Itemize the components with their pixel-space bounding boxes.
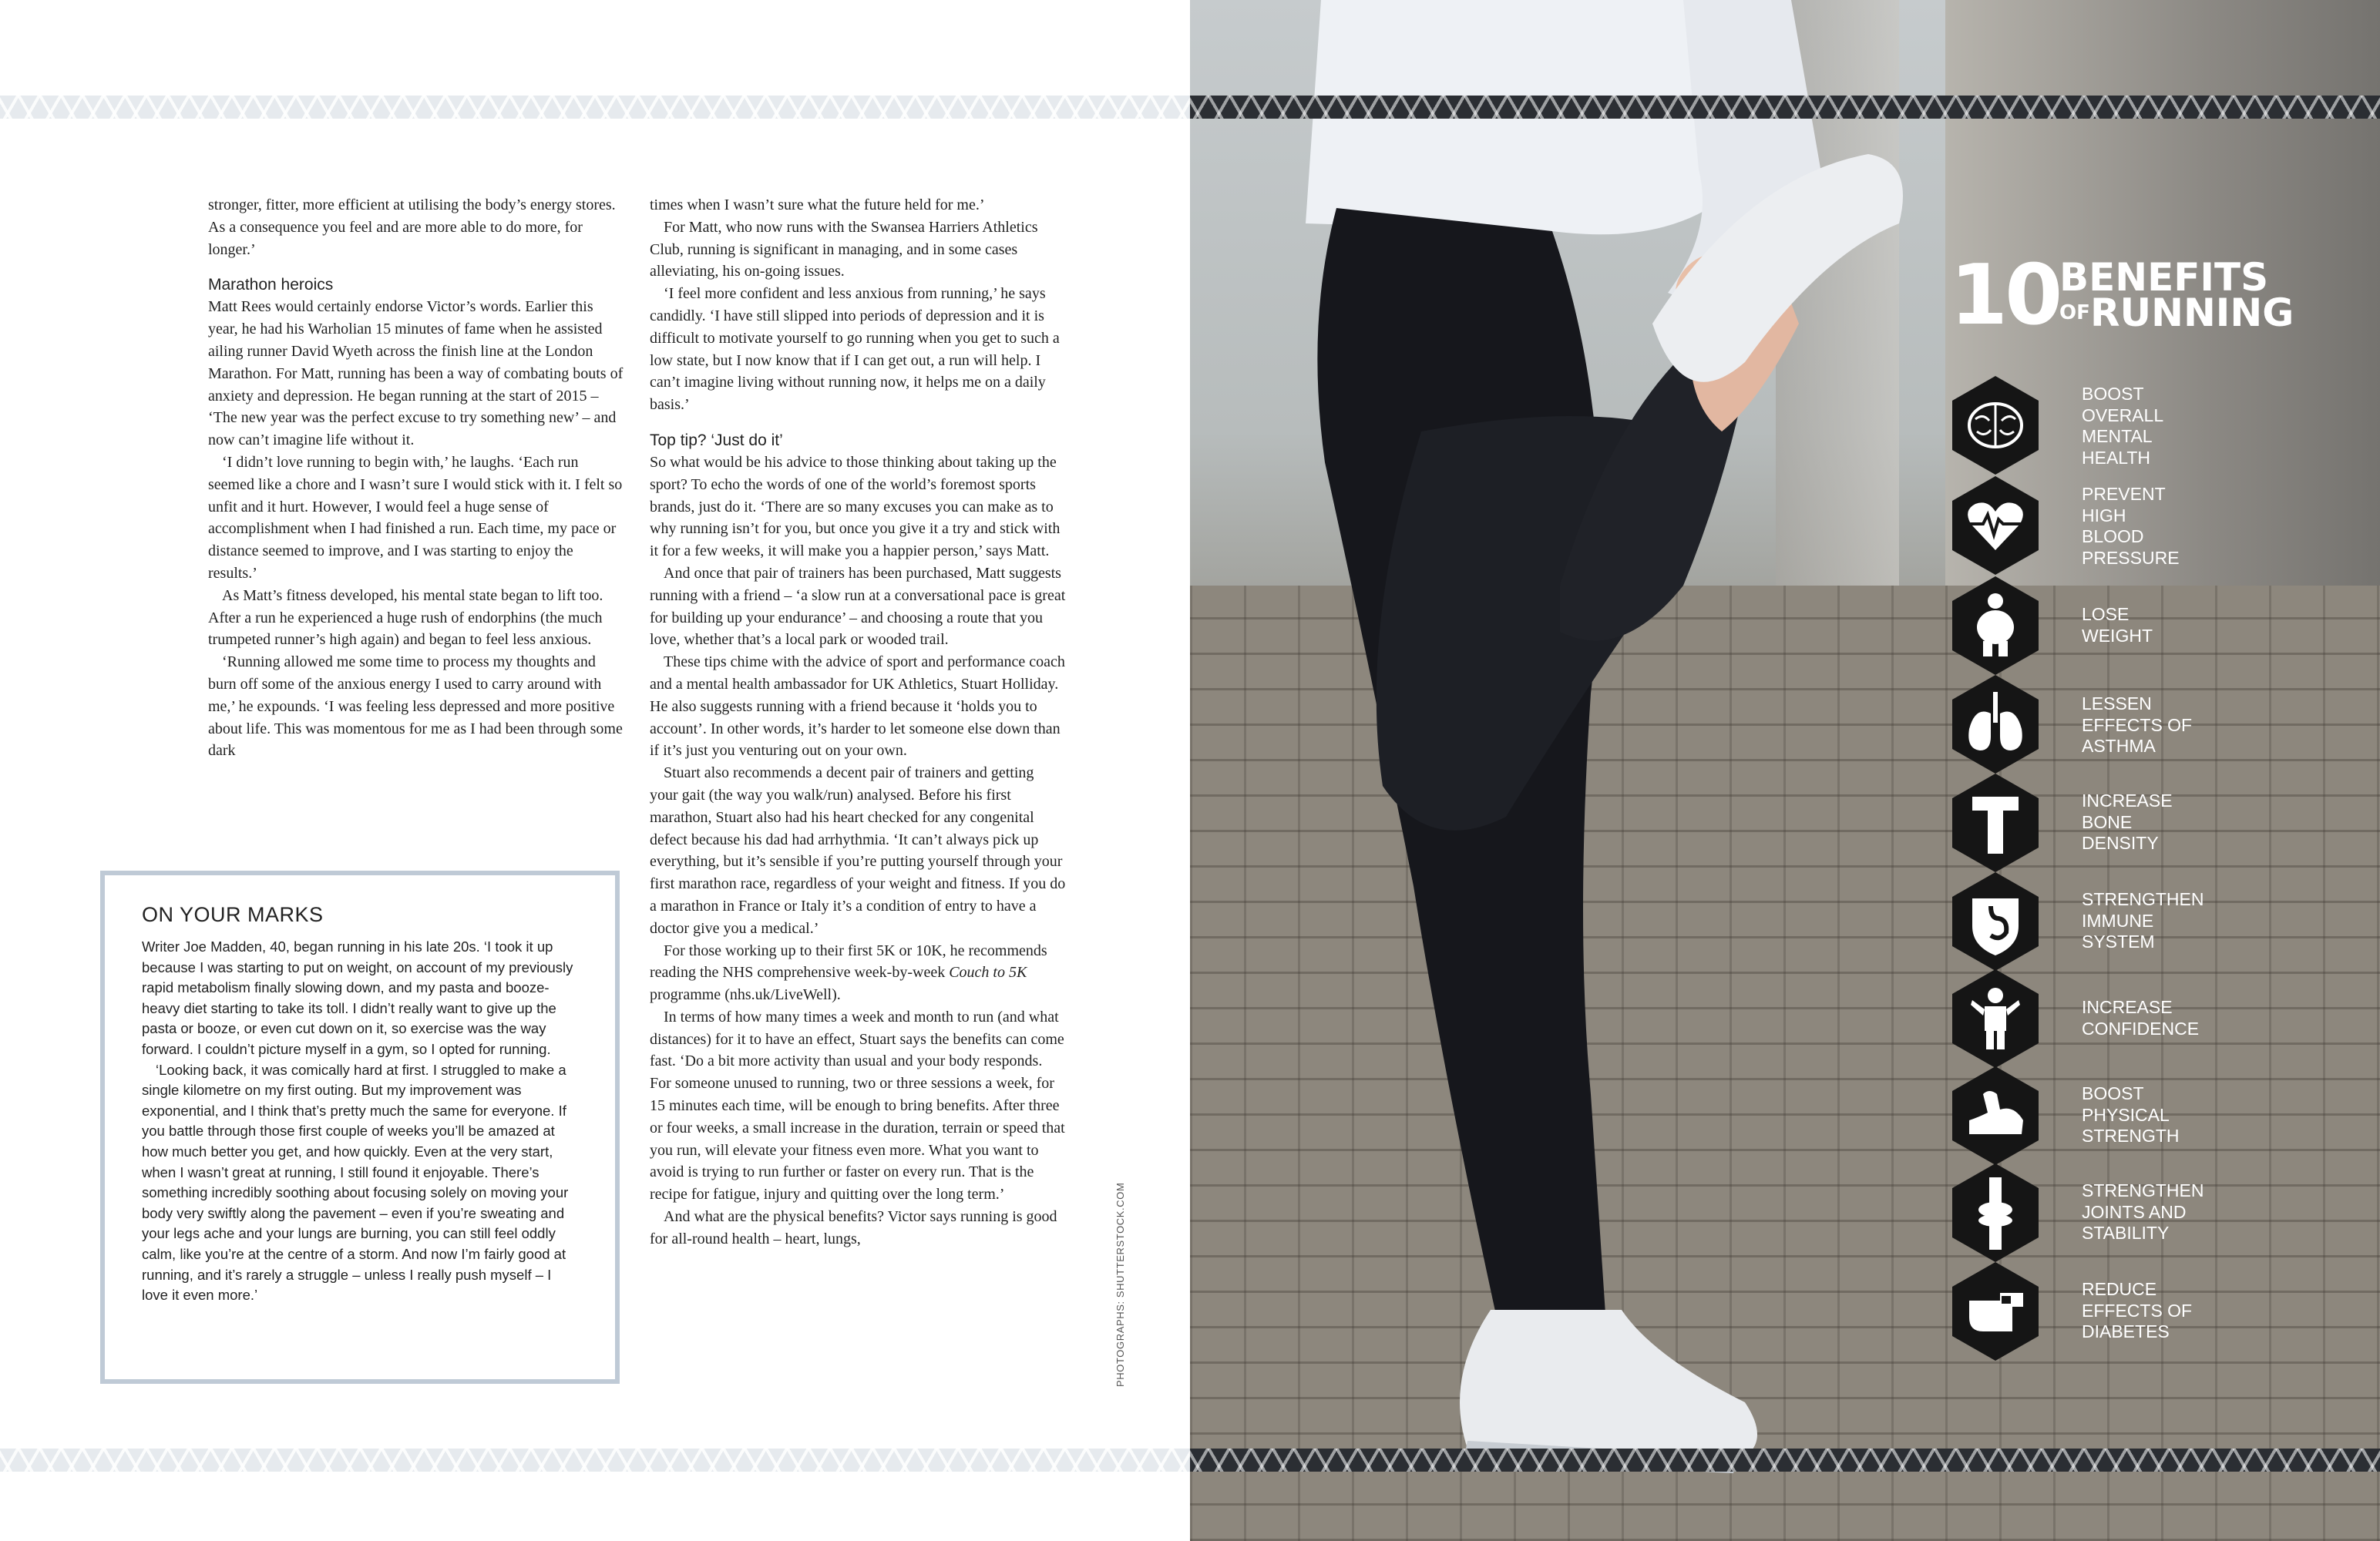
paragraph: These tips chime with the advice of sport and performance coach and a mental health ambassador for UK Athletics, Stuart Holliday. He also suggests running with a friend because it ‘holds you to account’. In other words, it’s harder to let someone else down than if it’s just you venturing out on your own.	[650, 653, 1065, 760]
benefit-label-line: OVERALL	[2082, 405, 2164, 425]
benefit-physical-strength	[1952, 1066, 2380, 1165]
benefit-immune-system	[1952, 872, 2380, 971]
paragraph: For Matt, who now runs with the Swansea Harriers Athletics Club, running is significant in managing, and in some cases alleviating, his on-going issues.	[650, 218, 1038, 280]
benefit-label	[2082, 384, 2236, 468]
benefit-bone-density	[1952, 774, 2380, 872]
lungs-icon	[1952, 675, 2039, 774]
benefit-label-line: STRENGTHEN	[2082, 1180, 2204, 1200]
benefit-label-line: LESSEN	[2082, 693, 2152, 713]
benefit-label-line: BLOOD	[2082, 526, 2144, 546]
benefit-label	[2082, 484, 2236, 569]
article-column-2	[650, 194, 1066, 1251]
benefit-label	[2082, 693, 2236, 757]
benefit-asthma	[1952, 675, 2380, 774]
benefit-label-line: IMMUNE	[2082, 910, 2154, 931]
paragraph: ‘I didn’t love running to begin with,’ he laughs. ‘Each run seemed like a chore and I wasn’t sure I would stick with it. I felt so unfit and it hurt. However, I would feel a huge sense of accomplishment when I had finished a run. Each time, my pace or distance seemed to improve, and I was starting to enjoy the results.’	[208, 453, 623, 582]
heading-top-tip: Top tip? ‘Just do it’	[650, 431, 783, 449]
benefit-label-line: PRESSURE	[2082, 547, 2180, 568]
benefit-diabetes	[1952, 1262, 2380, 1361]
article-column-1	[208, 194, 624, 762]
paragraph: So what would be his advice to those thinking about taking up the sport? To echo the words of one of the world’s foremost sports brands, just do it. ‘There are so many excuses you can make as to why running isn’t for you, but once you give it a try and stick with it for a few weeks, it will make you a happier person,’ says Matt.	[650, 453, 1061, 560]
heart-pulse-icon	[1952, 476, 2039, 575]
benefit-label-line: STABILITY	[2082, 1223, 2170, 1243]
benefit-label	[2082, 997, 2236, 1039]
top-stripe-right	[1190, 96, 2380, 119]
paragraph-couch-to-5k	[650, 940, 1066, 1006]
benefit-label-line: STRENGTHEN	[2082, 889, 2204, 909]
paragraph: And what are the physical benefits? Victor says running is good for all-round health – heart, lungs,	[650, 1208, 1057, 1247]
title-of: OF	[2059, 301, 2090, 324]
brain-icon	[1952, 376, 2039, 475]
column-1-intro: stronger, fitter, more efficient at utilising the body’s energy stores. As a consequence you feel and are more able to do more, for longer.’	[208, 196, 616, 258]
benefit-label-line: DIABETES	[2082, 1321, 2170, 1341]
box-paragraph: Writer Joe Madden, 40, began running in his late 20s. ‘I took it up because I was starting to put on weight, on account of my previously rapid metabolism finally slowing down, and my pasta and booze-heavy diet starting to take its toll. I didn’t really want to give up the pasta or booze, or even cut down on it, so exercise was the way forward. I couldn’t picture myself in a gym, so I opted for running.	[142, 938, 573, 1057]
paragraph: ‘Running allowed me some time to process my thoughts and burn off some of the anxious energy I used to carry around with me,’ he expounds. ‘I was feeling less depressed and more positive about life. This was momentous for me as I had been through some dark	[208, 653, 623, 760]
benefit-label-line: LOSE	[2082, 604, 2130, 624]
benefit-label	[2082, 889, 2236, 953]
box-paragraph: ‘Looking back, it was comically hard at first. I struggled to make a single kilometre on my first outing. But my improvement was exponential, and I think that’s pretty much the same for everyone. If you battle through those first couple of weeks you’ll be amazed at how much better you get, and how quickly. Even at the very start, when I wasn’t great at running, I still found it enjoyable. There’s something incredibly soothing about focusing solely on moving your body very swiftly along the pavement – even if you’re sweating and your legs ache and your lungs are burning, you can still feel oddly calm, like you’re at the centre of a storm. And now I’m fairly good at running, and it’s rarely a struggle – unless I really push myself – I love it even more.’	[142, 1061, 569, 1304]
bottom-stripe-left	[0, 1449, 1190, 1472]
benefit-label-line: BOOST	[2082, 1083, 2144, 1103]
runner-standing-shoe	[1460, 1310, 1757, 1464]
couch-text-before: For those working up to their first 5K or 10K, he recommends reading the NHS comprehensive week-by-week	[650, 942, 1047, 982]
benefit-label-line: INCREASE	[2082, 791, 2173, 811]
benefit-label-line: HIGH	[2082, 505, 2126, 525]
benefit-label-line: EFFECTS OF	[2082, 714, 2193, 735]
couch-to-5k-title: Couch to 5K	[949, 964, 1027, 982]
benefit-label-line: INCREASE	[2082, 997, 2173, 1017]
benefit-label-line: CONFIDENCE	[2082, 1018, 2200, 1039]
bone-icon	[1952, 774, 2039, 872]
paragraph: Matt Rees would certainly endorse Victor’s words. Earlier this year, he had his Warholian 15 minutes of fame when he assisted ailing runner David Wyeth across the finish line at the London Marathon. For Matt, running has been a way of combating bouts of anxiety and depression. He began running at the start of 2015 – ‘The new year was the perfect excuse to try something new’ – and now can’t imagine life without it.	[208, 298, 624, 449]
paragraph: In terms of how many times a week and month to run (and what distances) for it to have an effect, Stuart says the benefits can come fast. ‘Do a bit more activity than usual and your body responds. For someone unused to running, two or three sessions a week, for 15 minutes each time, will be enough to bring benefits. After three or four weeks, a small increase in the duration, terrain or speed that you run, will elevate your fitness even more. What you want to avoid is trying to run further or faster on every run. That is the recipe for fatigue, injury and quitting over the long term.’	[650, 1008, 1065, 1204]
benefit-label	[2082, 604, 2236, 646]
heading-marathon-heroics: Marathon heroics	[208, 276, 334, 294]
glucose-hand-icon	[1952, 1262, 2039, 1361]
paragraph: As Matt’s fitness developed, his mental state began to lift too. After a run he experienced a huge rush of endorphins (the much trumpeted runner’s high again) and began to feel less anxious.	[208, 586, 603, 649]
benefit-label-line: WEIGHT	[2082, 625, 2153, 646]
column-2-intro: times when I wasn’t sure what the future held for me.’	[650, 196, 985, 213]
benefit-label-line: MENTAL	[2082, 426, 2153, 446]
benefit-label-line: EFFECTS OF	[2082, 1300, 2193, 1321]
benefit-blood-pressure	[1952, 476, 2380, 575]
benefit-label-line: REDUCE	[2082, 1279, 2157, 1299]
stomach-shield-icon	[1952, 872, 2039, 971]
confident-person-icon	[1952, 969, 2039, 1068]
benefit-label-line: HEALTH	[2082, 447, 2151, 468]
knee-joint-icon	[1952, 1163, 2039, 1262]
benefit-confidence	[1952, 969, 2380, 1068]
benefit-label-line: JOINTS AND	[2082, 1201, 2187, 1222]
benefit-label-line: DENSITY	[2082, 833, 2159, 853]
on-your-marks-box	[100, 871, 620, 1384]
benefit-label-line: ASTHMA	[2082, 736, 2156, 756]
paragraph: ‘I feel more confident and less anxious from running,’ he says candidly. ‘I have still slipped into periods of depression and it is difficult to motivate yourself to go running when you get to such a low state, but I now know that if I can get out, a run will help. I can’t imagine living without running now, it helps me on a daily basis.’	[650, 285, 1060, 414]
bottom-stripe-right	[1190, 1449, 2380, 1472]
body-weight-icon	[1952, 576, 2039, 675]
benefit-label	[2082, 1180, 2236, 1244]
benefit-label	[2082, 791, 2236, 854]
flexed-arm-icon	[1952, 1066, 2039, 1165]
benefit-label-line: STRENGTH	[2082, 1126, 2180, 1146]
couch-text-after: programme (nhs.uk/LiveWell).	[650, 986, 841, 1004]
paragraph: Stuart also recommends a decent pair of trainers and getting your gait (the way you walk/run) analysed. Before his first marathon, Stuart also had his heart checked for any congenital defect because his dad had arrhythmia. ‘It can’t always pick up everything, but it’s sensible if you’re putting yourself through your first marathon race, regardless of your weight and fitness. If you do a marathon in France or Italy it’s a condition of entry to have a doctor give you a medical.’	[650, 764, 1066, 937]
paragraph: And once that pair of trainers has been purchased, Matt suggests running with a friend – ‘a slow run at a conversational pace is great for building up your endurance’ – and choosing a route that you love, whether that’s a local park or wooded trail.	[650, 564, 1066, 649]
benefit-mental-health	[1952, 376, 2380, 475]
box-body	[142, 937, 573, 1306]
benefit-label-line: PHYSICAL	[2082, 1104, 2170, 1125]
title-running: RUNNING	[2090, 290, 2294, 335]
benefit-lose-weight	[1952, 576, 2380, 675]
benefit-label-line: SYSTEM	[2082, 932, 2155, 952]
benefit-label-line: PREVENT	[2082, 484, 2166, 504]
benefit-label-line: BOOST	[2082, 384, 2144, 404]
benefit-label-line: BONE	[2082, 811, 2133, 832]
box-title: ON YOUR MARKS	[142, 903, 324, 926]
top-stripe-left	[0, 96, 1190, 119]
benefit-label	[2082, 1279, 2236, 1343]
title-number: 10	[1950, 247, 2060, 344]
photo-credit: PHOTOGRAPHS: SHUTTERSTOCK.COM	[1114, 1182, 1126, 1387]
title-benefits: BENEFITS	[2059, 255, 2269, 300]
benefit-joints	[1952, 1163, 2380, 1262]
benefit-label	[2082, 1083, 2236, 1147]
